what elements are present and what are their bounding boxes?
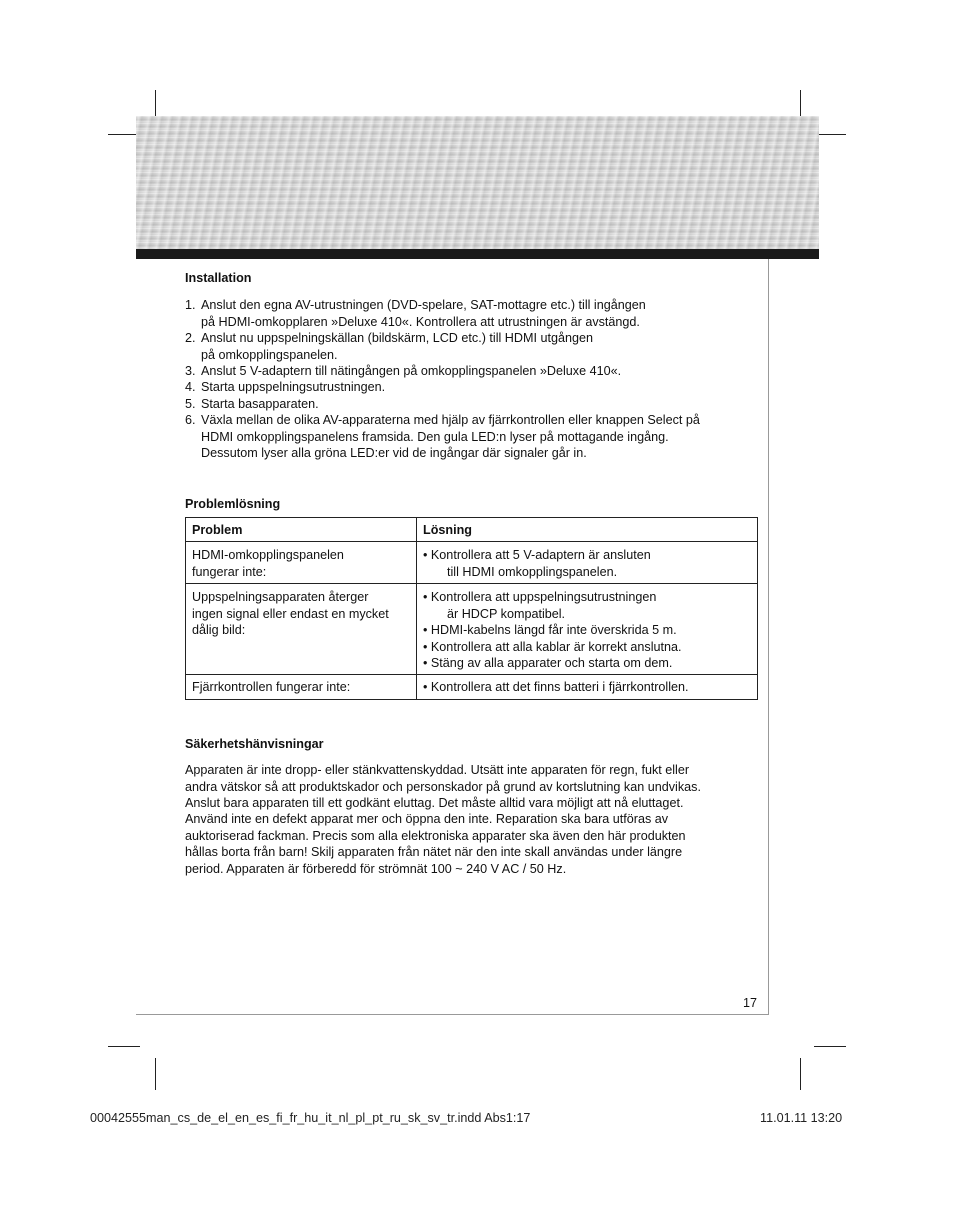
solution-bullet: • Kontrollera att alla kablar är korrekt anslutna. bbox=[423, 639, 682, 654]
list-item bbox=[185, 297, 760, 330]
item-number: 3. bbox=[185, 364, 196, 379]
problem-cell bbox=[186, 584, 417, 675]
solution-bullet: • Stäng av alla apparater och starta om dem. bbox=[423, 655, 673, 670]
page-number: 17 bbox=[743, 996, 758, 1010]
installation-list bbox=[185, 297, 760, 461]
solution-bullet: • Kontrollera att uppspelningsutrustningen är HDCP kompatibel. bbox=[423, 590, 657, 621]
safety-paragraph bbox=[185, 762, 760, 877]
installation-heading: Installation bbox=[185, 271, 252, 285]
list-item bbox=[185, 379, 760, 395]
paragraph-line: andra vätskor så att produktskador och personskador på grund av kortslutning kan undvikas. bbox=[185, 779, 701, 794]
column-header-solution: Lösning bbox=[417, 517, 758, 541]
item-line: Anslut den egna AV-utrustningen (DVD-spelare, SAT-mottagre etc.) till ingången bbox=[201, 298, 646, 313]
list-item bbox=[185, 363, 760, 379]
troubleshooting-table bbox=[185, 517, 758, 700]
footer-datetime: 11.01.11 13:20 bbox=[760, 1111, 843, 1125]
cell-line: Fjärrkontrollen fungerar inte: bbox=[192, 680, 351, 695]
paragraph-line: Anslut bara apparaten till ett godkänt eluttag. Det måste alltid vara möjligt att nå eluttaget. bbox=[185, 795, 684, 810]
page-bottom-rule bbox=[136, 1014, 769, 1015]
list-item bbox=[185, 396, 760, 412]
cell-line: Uppspelningsapparaten återger bbox=[192, 590, 369, 605]
cell-line: HDMI-omkopplingspanelen bbox=[192, 548, 344, 563]
item-line: Starta basapparaten. bbox=[201, 396, 319, 411]
paragraph-line: Apparaten är inte dropp- eller stänkvattenskyddad. Utsätt inte apparaten för regn, fukt eller bbox=[185, 763, 690, 778]
item-number: 1. bbox=[185, 298, 196, 313]
list-item bbox=[185, 330, 760, 363]
problem-cell bbox=[186, 675, 417, 699]
item-line: HDMI omkopplingspanelens framsida. Den gula LED:n lyser på mottagande ingång. bbox=[201, 429, 669, 444]
safety-heading: Säkerhetshänvisningar bbox=[185, 736, 324, 751]
page-content bbox=[185, 270, 760, 877]
footer-filename: 00042555man_cs_de_el_en_es_fi_fr_hu_it_nl_pl_pt_ru_sk_sv_tr.indd Abs1:17 bbox=[90, 1111, 531, 1125]
item-line: Starta uppspelningsutrustningen. bbox=[201, 380, 386, 395]
item-line: på HDMI-omkopplaren »Deluxe 410«. Kontrollera att utrustningen är avstängd. bbox=[201, 314, 640, 329]
item-number: 6. bbox=[185, 413, 196, 428]
table-row bbox=[186, 542, 758, 584]
header-texture-band bbox=[136, 116, 819, 249]
item-line: Dessutom lyser alla gröna LED:er vid de ingångar där signaler går in. bbox=[201, 446, 587, 461]
solution-cell bbox=[417, 584, 758, 675]
cell-line: ingen signal eller endast en mycket bbox=[192, 606, 389, 621]
table-header-row bbox=[186, 517, 758, 541]
crop-mark-bottom-left-h bbox=[108, 1046, 140, 1047]
cell-line: dålig bild: bbox=[192, 623, 246, 638]
problem-cell bbox=[186, 542, 417, 584]
crop-mark-bottom-left-v bbox=[155, 1058, 156, 1090]
list-item bbox=[185, 412, 760, 461]
solution-bullet: • Kontrollera att 5 V-adaptern är ansluten till HDMI omkopplingspanelen. bbox=[423, 548, 651, 579]
header-bar bbox=[136, 249, 819, 259]
page-right-rule bbox=[768, 259, 769, 1015]
solution-cell bbox=[417, 542, 758, 584]
item-number: 4. bbox=[185, 380, 196, 395]
item-line: Växla mellan de olika AV-apparaterna med hjälp av fjärrkontrollen eller knappen Select på bbox=[201, 413, 700, 428]
paragraph-line: auktoriserad fackman. Precis som alla elektroniska apparater ska även den här produkten bbox=[185, 828, 686, 843]
column-header-problem: Problem bbox=[186, 517, 417, 541]
paragraph-line: period. Apparaten är förberedd för strömnät 100 ~ 240 V AC / 50 Hz. bbox=[185, 861, 567, 876]
solution-bullet: • HDMI-kabelns längd får inte överskrida 5 m. bbox=[423, 623, 677, 638]
item-number: 2. bbox=[185, 331, 196, 346]
table-row bbox=[186, 584, 758, 675]
paragraph-line: Använd inte en defekt apparat mer och öppna den inte. Reparation ska bara utföras av bbox=[185, 812, 669, 827]
item-line: på omkopplingspanelen. bbox=[201, 347, 338, 362]
cell-line: fungerar inte: bbox=[192, 564, 267, 579]
crop-mark-bottom-right-v bbox=[800, 1058, 801, 1090]
item-line: Anslut nu uppspelningskällan (bildskärm, LCD etc.) till HDMI utgången bbox=[201, 331, 593, 346]
item-number: 5. bbox=[185, 396, 196, 411]
crop-mark-bottom-right-h bbox=[814, 1046, 846, 1047]
solution-cell bbox=[417, 675, 758, 699]
paragraph-line: hållas borta från barn! Skilj apparaten från nätet när den inte skall användas under längre bbox=[185, 845, 683, 860]
item-line: Anslut 5 V-adaptern till nätingången på omkopplingspanelen »Deluxe 410«. bbox=[201, 364, 622, 379]
table-row bbox=[186, 675, 758, 699]
solution-bullet: • Kontrollera att det finns batteri i fjärrkontrollen. bbox=[423, 680, 689, 695]
troubleshooting-heading: Problemlösning bbox=[185, 497, 281, 512]
